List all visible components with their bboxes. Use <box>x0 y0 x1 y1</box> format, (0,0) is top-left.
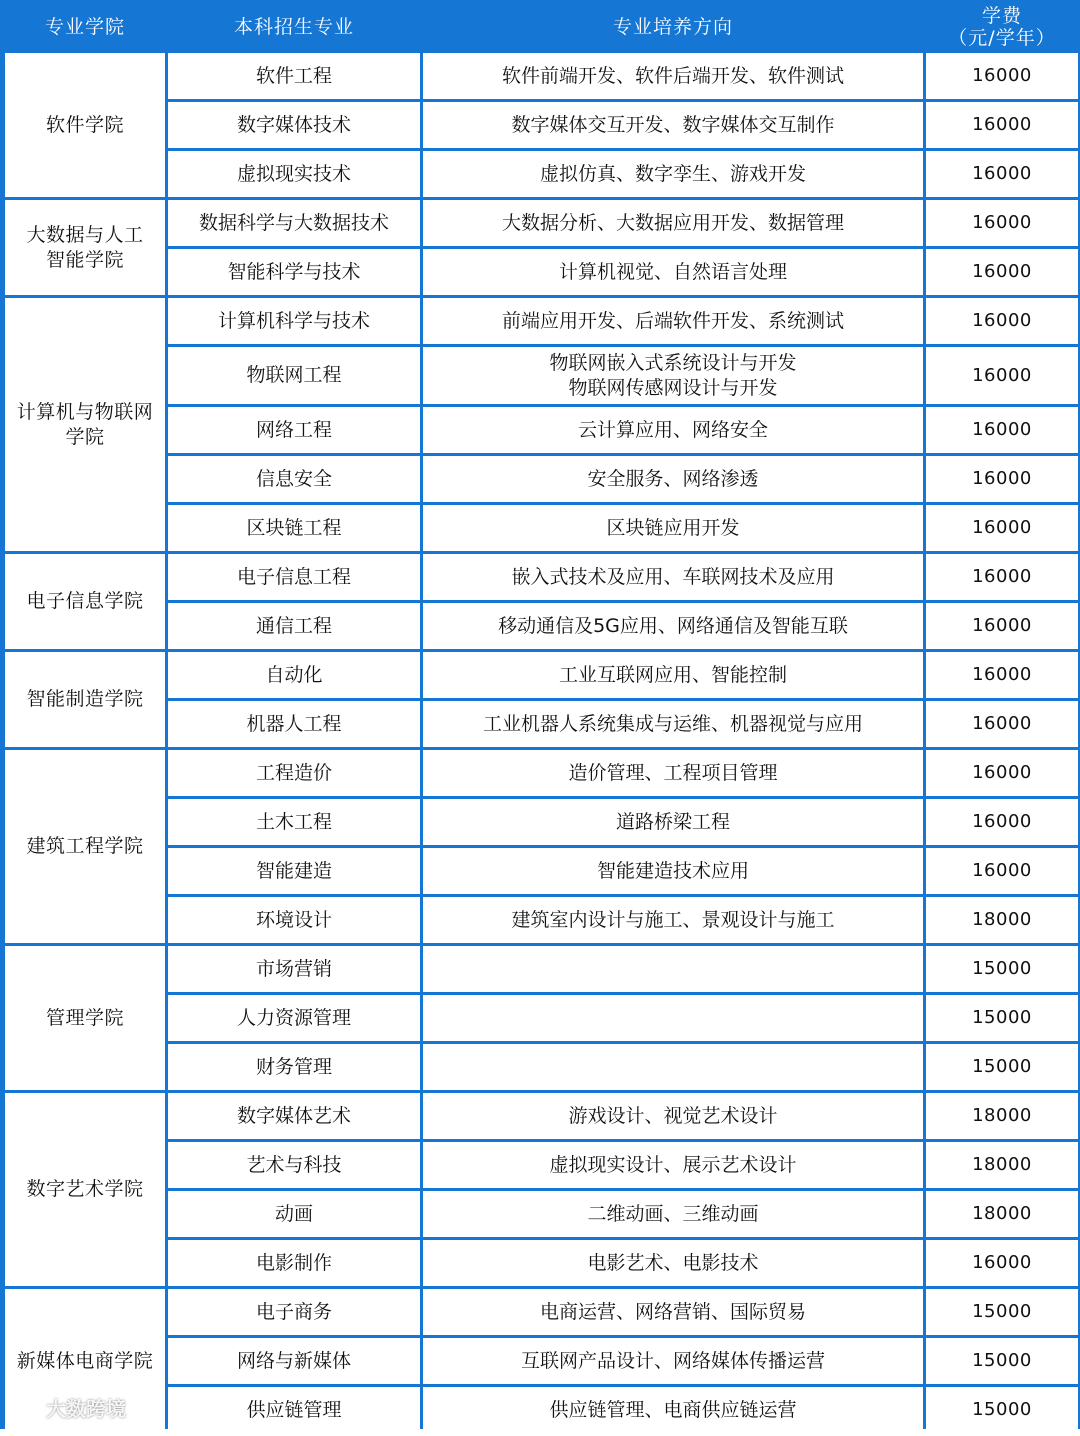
table-row <box>5 249 1078 295</box>
watermark <box>10 1393 126 1422</box>
table-row <box>5 652 1078 698</box>
direction-line: 二维动画、三维动画 <box>587 1202 759 1225</box>
direction-cell <box>423 1142 923 1188</box>
direction-cell <box>423 652 923 698</box>
direction-cell <box>423 848 923 894</box>
college-name-line: 智能学院 <box>45 248 124 271</box>
direction-cell <box>423 897 923 943</box>
table-row <box>5 750 1078 796</box>
direction-cell <box>423 1044 923 1090</box>
college-cell <box>5 53 165 197</box>
college-name-line: 计算机与物联网 <box>16 400 154 423</box>
direction-line: 造价管理、工程项目管理 <box>568 761 778 784</box>
table-row <box>5 505 1078 551</box>
direction-cell <box>423 799 923 845</box>
header-fee <box>926 5 1078 50</box>
fee-cell: 15000 <box>926 1289 1078 1335</box>
college-cell <box>5 946 165 1090</box>
fee-cell: 18000 <box>926 897 1078 943</box>
college-name-line: 管理学院 <box>45 1006 124 1029</box>
major-cell: 人力资源管理 <box>168 995 420 1041</box>
direction-line: 安全服务、网络渗透 <box>587 467 759 490</box>
fee-cell: 15000 <box>926 1338 1078 1384</box>
table-row <box>5 151 1078 197</box>
college-cell <box>5 750 165 943</box>
college-name-line: 电子信息学院 <box>26 590 144 613</box>
major-cell: 环境设计 <box>168 897 420 943</box>
college-cell <box>5 200 165 295</box>
table-row <box>5 1240 1078 1286</box>
direction-line: 物联网传感网设计与开发 <box>568 376 778 399</box>
fee-cell: 15000 <box>926 1387 1078 1433</box>
fee-cell: 16000 <box>926 298 1078 344</box>
fee-cell: 16000 <box>926 151 1078 197</box>
major-cell: 虚拟现实技术 <box>168 151 420 197</box>
table-row <box>5 1191 1078 1237</box>
direction-cell <box>423 298 923 344</box>
major-cell: 区块链工程 <box>168 505 420 551</box>
direction-line: 数字媒体交互开发、数字媒体交互制作 <box>511 113 835 136</box>
fee-cell: 16000 <box>926 200 1078 246</box>
college-name-line: 软件学院 <box>45 113 124 136</box>
direction-line: 区块链应用开发 <box>606 516 740 539</box>
table-row <box>5 1044 1078 1090</box>
direction-line: 计算机视觉、自然语言处理 <box>558 260 787 283</box>
direction-line: 工业机器人系统集成与运维、机器视觉与应用 <box>482 712 863 735</box>
direction-line: 互联网产品设计、网络媒体传播运营 <box>520 1349 825 1372</box>
watermark-text: 大数跨境 <box>46 1397 126 1421</box>
major-cell: 机器人工程 <box>168 701 420 747</box>
brand-logo-icon <box>10 1396 40 1420</box>
fee-cell: 15000 <box>926 946 1078 992</box>
fee-cell: 16000 <box>926 347 1078 404</box>
direction-line: 大数据分析、大数据应用开发、数据管理 <box>501 211 844 234</box>
direction-cell <box>423 946 923 992</box>
fee-cell: 18000 <box>926 1191 1078 1237</box>
table-row <box>5 456 1078 502</box>
table-row <box>5 1338 1078 1384</box>
fee-cell: 16000 <box>926 603 1078 649</box>
direction-cell <box>423 151 923 197</box>
direction-cell <box>423 505 923 551</box>
major-cell: 物联网工程 <box>168 347 420 404</box>
header-fee-title: 学费 <box>981 4 1022 27</box>
fee-cell: 15000 <box>926 995 1078 1041</box>
major-cell: 数字媒体艺术 <box>168 1093 420 1139</box>
direction-cell <box>423 200 923 246</box>
major-cell: 智能科学与技术 <box>168 249 420 295</box>
fee-cell: 16000 <box>926 848 1078 894</box>
direction-line: 供应链管理、电商供应链运营 <box>549 1398 797 1421</box>
major-cell: 数字媒体技术 <box>168 102 420 148</box>
direction-line: 云计算应用、网络安全 <box>577 418 768 441</box>
fee-cell: 16000 <box>926 249 1078 295</box>
direction-line: 虚拟现实设计、展示艺术设计 <box>549 1153 797 1176</box>
college-name-line: 学院 <box>65 425 105 448</box>
table-row <box>5 848 1078 894</box>
college-cell <box>5 554 165 649</box>
direction-cell <box>423 1240 923 1286</box>
direction-cell <box>423 456 923 502</box>
fee-cell: 16000 <box>926 407 1078 453</box>
table-row <box>5 1289 1078 1335</box>
table-row <box>5 701 1078 747</box>
major-cell: 信息安全 <box>168 456 420 502</box>
direction-line: 软件前端开发、软件后端开发、软件测试 <box>501 64 844 87</box>
college-name-line: 建筑工程学院 <box>26 835 144 858</box>
major-cell: 土木工程 <box>168 799 420 845</box>
fee-cell: 16000 <box>926 701 1078 747</box>
college-cell <box>5 652 165 747</box>
direction-line: 智能建造技术应用 <box>596 859 749 882</box>
fee-cell: 18000 <box>926 1093 1078 1139</box>
fee-cell: 16000 <box>926 1240 1078 1286</box>
table-row <box>5 897 1078 943</box>
table-row <box>5 347 1078 404</box>
header-college: 专业学院 <box>5 5 165 50</box>
direction-line: 工业互联网应用、智能控制 <box>558 663 787 686</box>
major-cell: 网络与新媒体 <box>168 1338 420 1384</box>
college-name-line: 大数据与人工 <box>26 223 144 246</box>
table-row <box>5 298 1078 344</box>
fee-cell: 16000 <box>926 102 1078 148</box>
direction-line: 电影艺术、电影技术 <box>587 1251 759 1274</box>
major-cell: 通信工程 <box>168 603 420 649</box>
direction-cell <box>423 1289 923 1335</box>
major-cell: 市场营销 <box>168 946 420 992</box>
direction-cell <box>423 603 923 649</box>
direction-cell <box>423 407 923 453</box>
fee-cell: 16000 <box>926 750 1078 796</box>
fee-cell: 16000 <box>926 456 1078 502</box>
college-name-line: 智能制造学院 <box>26 688 144 711</box>
major-cell: 数据科学与大数据技术 <box>168 200 420 246</box>
major-cell: 网络工程 <box>168 407 420 453</box>
direction-cell <box>423 53 923 99</box>
major-cell: 财务管理 <box>168 1044 420 1090</box>
fee-cell: 16000 <box>926 799 1078 845</box>
header-row <box>5 5 1078 50</box>
major-cell: 电子信息工程 <box>168 554 420 600</box>
direction-cell <box>423 249 923 295</box>
college-cell <box>5 1093 165 1286</box>
college-name-line: 数字艺术学院 <box>26 1178 144 1201</box>
direction-cell <box>423 1093 923 1139</box>
major-cell: 艺术与科技 <box>168 1142 420 1188</box>
direction-line: 移动通信及5G应用、网络通信及智能互联 <box>498 614 848 637</box>
direction-cell <box>423 1387 923 1433</box>
direction-line: 前端应用开发、后端软件开发、系统测试 <box>501 309 844 332</box>
header-major: 本科招生专业 <box>168 5 420 50</box>
direction-line: 虚拟仿真、数字孪生、游戏开发 <box>539 162 806 185</box>
direction-cell <box>423 1338 923 1384</box>
table-row <box>5 946 1078 992</box>
table-row <box>5 1093 1078 1139</box>
direction-line: 电商运营、网络营销、国际贸易 <box>539 1300 806 1323</box>
direction-cell <box>423 750 923 796</box>
direction-cell <box>423 347 923 404</box>
direction-cell <box>423 995 923 1041</box>
table-row <box>5 995 1078 1041</box>
fee-cell: 16000 <box>926 652 1078 698</box>
table-row <box>5 603 1078 649</box>
table-body <box>5 53 1078 1433</box>
direction-line: 建筑室内设计与施工、景观设计与施工 <box>511 908 835 931</box>
direction-cell <box>423 554 923 600</box>
college-cell <box>5 298 165 551</box>
fee-cell: 15000 <box>926 1044 1078 1090</box>
direction-line: 嵌入式技术及应用、车联网技术及应用 <box>511 565 835 588</box>
direction-cell <box>423 701 923 747</box>
table-row <box>5 554 1078 600</box>
header-fee-unit: （元/学年） <box>948 26 1056 49</box>
direction-cell <box>423 102 923 148</box>
major-cell: 电子商务 <box>168 1289 420 1335</box>
direction-cell <box>423 1191 923 1237</box>
admissions-table <box>2 2 1080 1436</box>
fee-cell: 16000 <box>926 554 1078 600</box>
table-row <box>5 799 1078 845</box>
college-name-line: 新媒体电商学院 <box>16 1349 154 1372</box>
table-row <box>5 407 1078 453</box>
major-cell: 软件工程 <box>168 53 420 99</box>
major-cell: 智能建造 <box>168 848 420 894</box>
major-cell: 动画 <box>168 1191 420 1237</box>
table-row <box>5 1142 1078 1188</box>
table-row <box>5 200 1078 246</box>
fee-cell: 16000 <box>926 53 1078 99</box>
direction-line: 游戏设计、视觉艺术设计 <box>568 1104 778 1127</box>
major-cell: 电影制作 <box>168 1240 420 1286</box>
table-row <box>5 102 1078 148</box>
major-cell: 供应链管理 <box>168 1387 420 1433</box>
table-row <box>5 1387 1078 1433</box>
header-direction: 专业培养方向 <box>423 5 923 50</box>
fee-cell: 16000 <box>926 505 1078 551</box>
major-cell: 工程造价 <box>168 750 420 796</box>
fee-cell: 18000 <box>926 1142 1078 1188</box>
major-cell: 自动化 <box>168 652 420 698</box>
direction-line: 物联网嵌入式系统设计与开发 <box>549 351 797 374</box>
table-row <box>5 53 1078 99</box>
major-cell: 计算机科学与技术 <box>168 298 420 344</box>
direction-line: 道路桥梁工程 <box>615 810 730 833</box>
